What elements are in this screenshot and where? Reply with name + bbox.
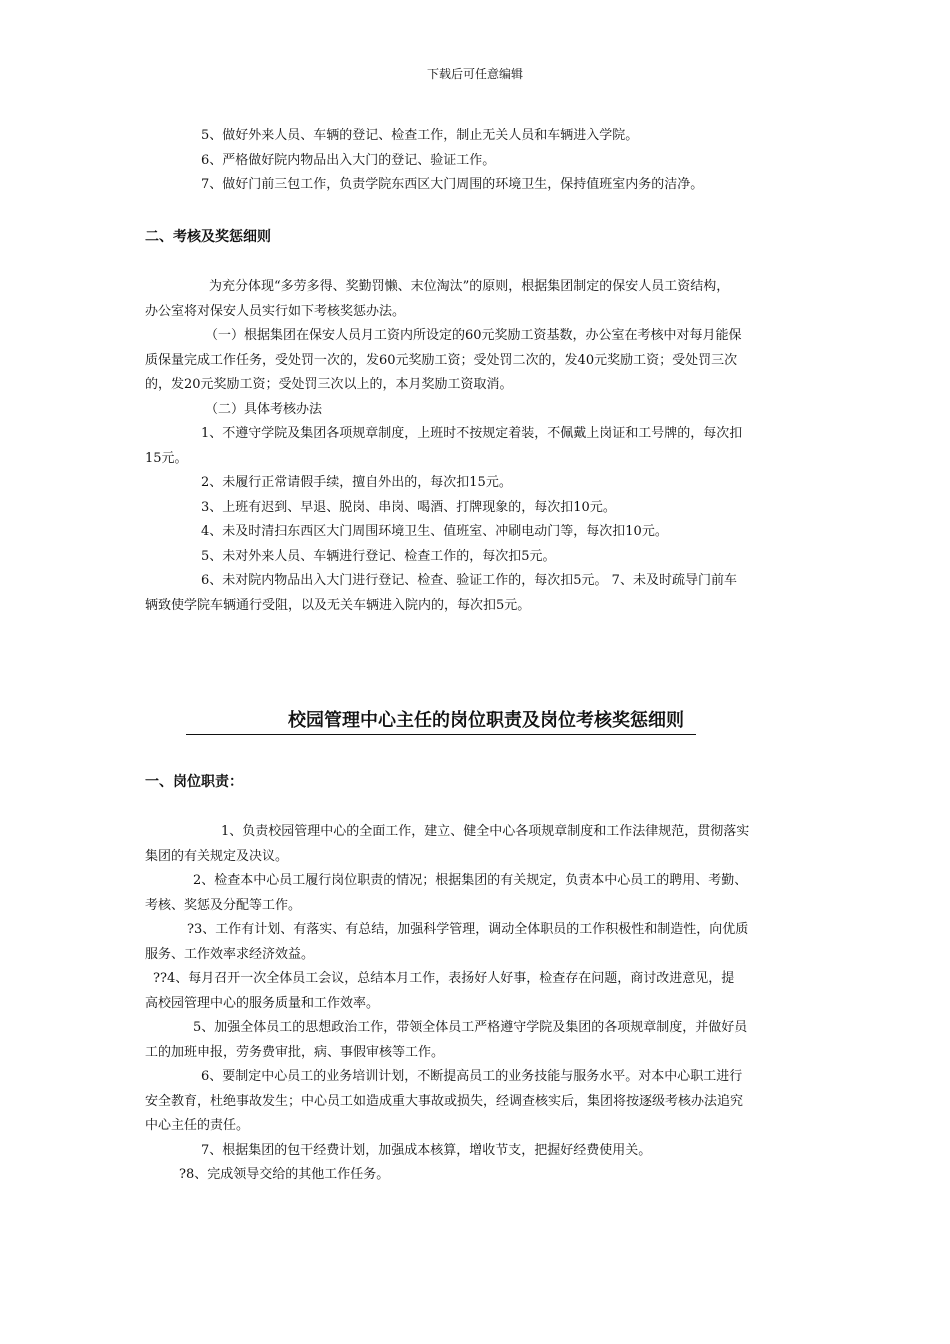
paragraph-line: 质保量完成工作任务，受处罚一次的，发60元奖励工资；受处罚二次的，发40元奖励工资；受处罚三次 bbox=[145, 352, 738, 368]
duty-line: ?3、工作有计划、有落实、有总结，加强科学管理，调动全体职员的工作积极性和制造性，向优质 bbox=[187, 922, 749, 937]
duty-line: 1、负责校园管理中心的全面工作，建立、健全中心各项规章制度和工作法律规范，贯彻落实 bbox=[221, 824, 750, 839]
rule-item: 15元。 bbox=[145, 450, 188, 466]
rule-item: 1、不遵守学院及集团各项规章制度，上班时不按规定着装，不佩戴上岗证和工号牌的，每次扣 bbox=[201, 426, 743, 441]
duty-line: ??4、每月召开一次全体员工会议，总结本月工作，表扬好人好事，检查存在问题，商讨改进意见，提 bbox=[153, 971, 735, 986]
paragraph-line: （一）根据集团在保安人员月工资内所设定的60元奖励工资基数，办公室在考核中对每月能保 bbox=[205, 328, 742, 343]
duty-list-continued bbox=[145, 124, 805, 198]
rule-item: 4、未及时清扫东西区大门周围环境卫生、值班室、冲刷电动门等，每次扣10元。 bbox=[201, 524, 668, 539]
duty-item-7: 7、做好门前三包工作，负责学院东西区大门周围的环境卫生，保持值班室内务的洁净。 bbox=[201, 177, 704, 192]
duty-line: 服务、工作效率求经济效益。 bbox=[145, 946, 315, 962]
duty-line: 集团的有关规定及决议。 bbox=[145, 848, 289, 864]
duty-line: 6、要制定中心员工的业务培训计划，不断提高员工的业务技能与服务水平。对本中心职工进行 bbox=[201, 1069, 743, 1084]
document-title: 校园管理中心主任的岗位职责及岗位考核奖惩细则 bbox=[186, 708, 696, 735]
section-heading-assessment: 二、考核及奖惩细则 bbox=[145, 229, 271, 245]
section-heading-duties: 一、岗位职责： bbox=[145, 774, 243, 790]
paragraph-line: 办公室将对保安人员实行如下考核奖惩办法。 bbox=[145, 303, 406, 319]
rule-item: 3、上班有迟到、早退、脱岗、串岗、喝酒、打牌现象的，每次扣10元。 bbox=[201, 499, 616, 515]
duty-line: 高校园管理中心的服务质量和工作效率。 bbox=[145, 995, 380, 1011]
duty-line: 安全教育，杜绝事故发生；中心员工如造成重大事故或损失，经调查核实后，集团将按逐级考核办法追究 bbox=[145, 1093, 744, 1109]
duty-line: 5、加强全体员工的思想政治工作，带领全体员工严格遵守学院及集团的各项规章制度，并做好员 bbox=[193, 1020, 748, 1035]
duty-line: 中心主任的责任。 bbox=[145, 1118, 250, 1133]
director-duties bbox=[145, 820, 805, 1188]
duty-item-6: 6、严格做好院内物品出入大门的登记、验证工作。 bbox=[201, 152, 496, 168]
assessment-rules bbox=[145, 275, 805, 618]
rule-item: 5、未对外来人员、车辆进行登记、检查工作的，每次扣5元。 bbox=[201, 548, 556, 564]
duty-line: 7、根据集团的包干经费计划，加强成本核算，增收节支，把握好经费使用关。 bbox=[201, 1142, 652, 1158]
rule-item: 6、未对院内物品出入大门进行登记、检查、验证工作的，每次扣5元。 7、未及时疏导门前车 bbox=[201, 573, 737, 588]
duty-item-5: 5、做好外来人员、车辆的登记、检查工作，制止无关人员和车辆进入学院。 bbox=[201, 128, 639, 143]
header-note: 下载后可任意编辑 bbox=[426, 67, 523, 81]
duty-line: 工的加班申报，劳务费审批，病、事假审核等工作。 bbox=[145, 1044, 445, 1060]
rule-item: 辆致使学院车辆通行受阻，以及无关车辆进入院内的，每次扣5元。 bbox=[145, 597, 531, 613]
duty-line: 考核、奖惩及分配等工作。 bbox=[145, 897, 302, 913]
paragraph-line: 的，发20元奖励工资；受处罚三次以上的，本月奖励工资取消。 bbox=[145, 377, 513, 392]
duty-line: ?8、完成领导交给的其他工作任务。 bbox=[179, 1167, 390, 1182]
paragraph-line: 为充分体现“多劳多得、奖勤罚懒、末位淘汰”的原则，根据集团制定的保安人员工资结构， bbox=[209, 279, 730, 294]
rule-item: 2、未履行正常请假手续，擅自外出的，每次扣15元。 bbox=[201, 475, 512, 490]
subsection-title: （二）具体考核办法 bbox=[205, 401, 323, 417]
duty-line: 2、检查本中心员工履行岗位职责的情况；根据集团的有关规定，负责本中心员工的聘用、考勤、 bbox=[193, 873, 748, 888]
